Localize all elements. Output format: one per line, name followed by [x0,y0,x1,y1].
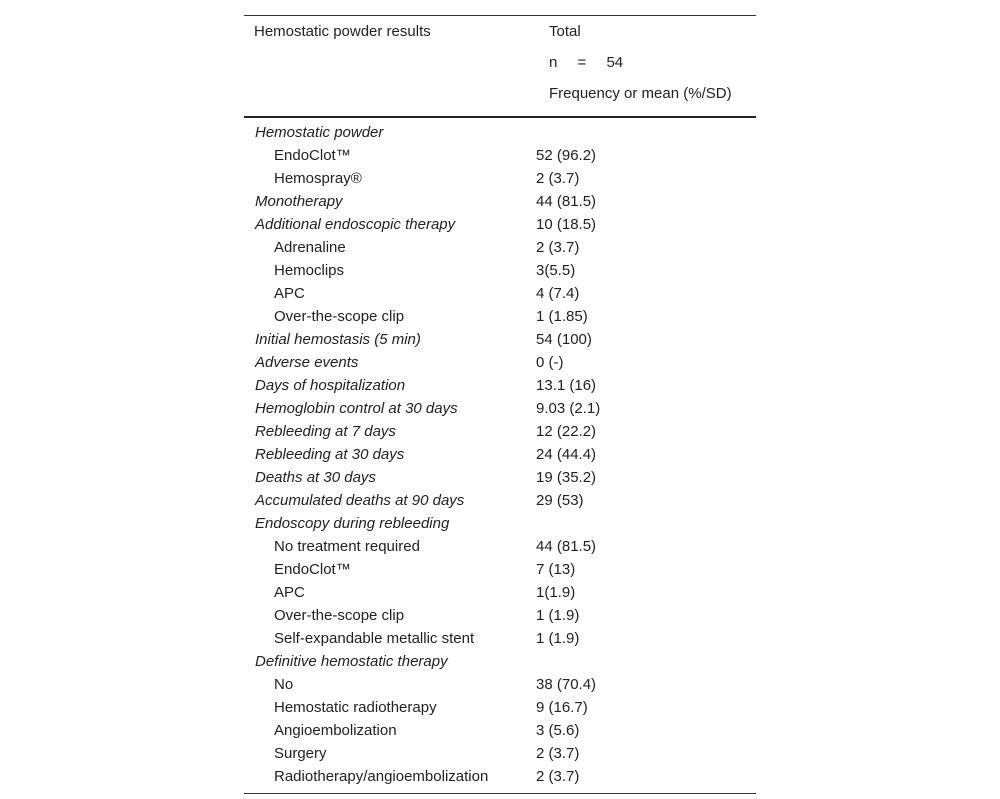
row-value: 3 (5.6) [536,722,580,739]
table-row [244,512,756,535]
row-value: 12 (22.2) [536,423,597,440]
row-value: 29 (53) [536,492,584,509]
table-row [244,259,756,282]
row-value: 2 (3.7) [536,239,580,256]
row-label: Self-expandable metallic stent [274,630,475,647]
row-label: Accumulated deaths at 90 days [255,492,465,509]
row-value: 1(1.9) [536,584,576,601]
row-value: 13.1 (16) [536,377,597,394]
row-value: 19 (35.2) [536,469,597,486]
row-value: 52 (96.2) [536,147,597,164]
row-value: 54 (100) [536,331,592,348]
table-body [244,121,756,788]
row-value: 2 (3.7) [536,170,580,187]
row-value: 2 (3.7) [536,745,580,762]
row-value: 7 (13) [536,561,576,578]
row-label: APC [274,584,305,601]
table-row [244,765,756,788]
row-value: 44 (81.5) [536,538,597,555]
row-label: EndoClot™ [274,147,351,164]
table-row [244,121,756,144]
table-header-rule [244,116,756,118]
row-value: 1 (1.85) [536,308,588,325]
header-frequency-label: Frequency or mean (%/SD) [549,85,732,102]
table-bottom-rule [244,793,756,794]
table-row [244,144,756,167]
row-label: Hemostatic radiotherapy [274,699,437,716]
header-sample-size [549,54,623,72]
row-label: Adverse events [255,354,359,371]
row-label: APC [274,285,305,302]
row-label: Over-the-scope clip [274,308,405,325]
row-value: 3(5.5) [536,262,576,279]
row-label: Over-the-scope clip [274,607,405,624]
table-row [244,627,756,650]
table-row [244,466,756,489]
row-label: Deaths at 30 days [255,469,376,486]
table-row [244,397,756,420]
table-row [244,282,756,305]
row-label: Hemoglobin control at 30 days [255,400,458,417]
row-label: Hemospray® [274,170,362,187]
row-label: No [274,676,294,693]
row-label: Hemoclips [274,262,345,279]
table-row [244,305,756,328]
row-value: 44 (81.5) [536,193,597,210]
table-row [244,351,756,374]
header-results-label: Hemostatic powder results [254,23,431,40]
row-label: Additional endoscopic therapy [255,216,456,233]
row-value: 2 (3.7) [536,768,580,785]
row-label: Days of hospitalization [255,377,406,394]
table-header [244,16,756,110]
row-label: Radiotherapy/angioembolization [274,768,489,785]
row-label: Rebleeding at 30 days [255,446,405,463]
table-row [244,489,756,512]
table-row [244,719,756,742]
row-label: No treatment required [274,538,420,555]
results-table [244,15,756,794]
row-label: EndoClot™ [274,561,351,578]
table-row [244,236,756,259]
table-row [244,742,756,765]
table-row [244,696,756,719]
row-value: 0 (-) [536,354,564,371]
table-row [244,167,756,190]
row-value: 9 (16.7) [536,699,588,716]
table-row [244,420,756,443]
row-label: Adrenaline [274,239,346,256]
table-row [244,581,756,604]
row-value: 1 (1.9) [536,607,580,624]
table-row [244,604,756,627]
header-n-value: 54 [606,54,624,71]
row-label: Surgery [274,745,327,762]
row-label: Angioembolization [274,722,397,739]
row-label: Hemostatic powder [255,124,384,141]
row-value: 10 (18.5) [536,216,597,233]
row-value: 24 (44.4) [536,446,597,463]
row-label: Definitive hemostatic therapy [255,653,448,670]
header-n-equals: = [577,54,587,71]
table-row [244,374,756,397]
row-label: Monotherapy [255,193,343,210]
table-row [244,535,756,558]
row-label: Rebleeding at 7 days [255,423,396,440]
table-row [244,558,756,581]
row-value: 4 (7.4) [536,285,580,302]
header-total-label: Total [549,23,581,40]
table-row [244,650,756,673]
row-value: 38 (70.4) [536,676,597,693]
table-row [244,190,756,213]
table-row [244,673,756,696]
table-row [244,328,756,351]
row-label: Endoscopy during rebleeding [255,515,450,532]
table-row [244,213,756,236]
row-value: 9.03 (2.1) [536,400,601,417]
table-row [244,443,756,466]
header-n-label: n [549,54,558,71]
row-value: 1 (1.9) [536,630,580,647]
row-label: Initial hemostasis (5 min) [255,331,421,348]
